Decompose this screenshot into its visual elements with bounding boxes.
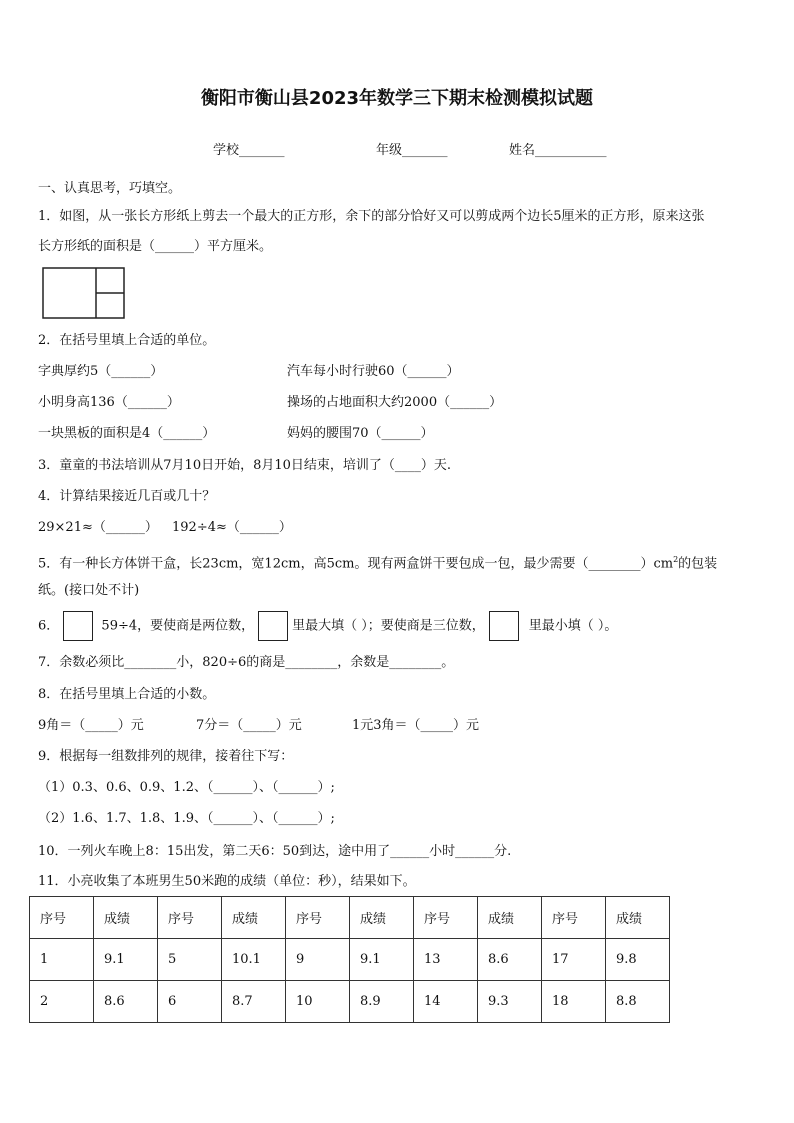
table-cell: 8.9	[350, 981, 414, 1023]
q5-line1	[38, 551, 717, 573]
table-header-cell: 序号	[542, 897, 606, 939]
q2-stem: 2．在括号里填上合适的单位。	[38, 333, 216, 348]
school-field: 学校_______	[213, 143, 285, 158]
table-cell: 8.6	[94, 981, 158, 1023]
q4-stem: 4．计算结果接近几百或几十？	[38, 489, 216, 504]
section-heading: 一、认真思考，巧填空。	[38, 181, 182, 196]
q8-a: 9角＝（_____）元	[38, 718, 144, 733]
table-header-cell: 成绩	[350, 897, 414, 939]
table-header-cell: 成绩	[606, 897, 670, 939]
table-header-cell: 序号	[30, 897, 94, 939]
q6-part2: 里最大填（ ）；要使商是三位数，	[292, 618, 485, 634]
q6	[38, 611, 617, 642]
table-cell: 6	[158, 981, 222, 1023]
q1-line1: 1．如图，从一张长方形纸上剪去一个最大的正方形，余下的部分恰好又可以剪成两个边长5厘米的正方形，原来这张	[38, 209, 705, 224]
q6-number: 6．	[38, 618, 60, 634]
table-cell: 8.8	[606, 981, 670, 1023]
q6-part1: 59÷4，要使商是两位数，	[101, 618, 255, 634]
q3: 3．童童的书法培训从7月10日开始，8月10日结束，培训了（____）天.	[38, 458, 452, 473]
table-header-row	[30, 897, 670, 939]
q2-b: 汽车每小时行驶60（______）	[287, 364, 460, 379]
q2-d: 操场的占地面积大约2000（______）	[287, 395, 503, 410]
q6-part3: 里最小填（ ）。	[528, 618, 618, 634]
table-cell: 9.8	[606, 939, 670, 981]
q5-text-a: 5．有一种长方体饼干盒，长23cm，宽12cm，高5cm。现有两盒饼干要包成一包，最少需要（________）cm	[38, 556, 674, 572]
table-row	[30, 939, 670, 981]
table-cell: 5	[158, 939, 222, 981]
q8-c: 1元3角＝（_____）元	[352, 718, 480, 733]
table-header-cell: 成绩	[478, 897, 542, 939]
table-row	[30, 981, 670, 1023]
q8-b: 7分＝（_____）元	[196, 718, 302, 733]
q1-line2: 长方形纸的面积是（______）平方厘米。	[38, 239, 273, 254]
q6-blank-box-3[interactable]	[489, 611, 519, 641]
q2-e: 一块黑板的面积是4（______）	[38, 426, 216, 441]
q4-a: 29×21≈（______）	[38, 520, 158, 535]
scores-table	[29, 896, 670, 1023]
table-header-cell: 成绩	[94, 897, 158, 939]
table-cell: 8.6	[478, 939, 542, 981]
table-header-cell: 序号	[414, 897, 478, 939]
table-cell: 9.1	[94, 939, 158, 981]
q2-a: 字典厚约5（______）	[38, 364, 164, 379]
q4-b: 192÷4≈（______）	[172, 520, 292, 535]
table-cell: 2	[30, 981, 94, 1023]
name-field: 姓名___________	[509, 143, 607, 158]
table-cell: 10.1	[222, 939, 286, 981]
table-cell: 18	[542, 981, 606, 1023]
q5-text-b: 的包装	[678, 556, 718, 572]
q9-stem: 9．根据每一组数排列的规律，接着往下写：	[38, 749, 294, 764]
table-cell: 9.3	[478, 981, 542, 1023]
table-cell: 9.1	[350, 939, 414, 981]
table-cell: 8.7	[222, 981, 286, 1023]
q7: 7．余数必须比________小，820÷6的商是________，余数是________。	[38, 655, 455, 670]
q9-b: （2）1.6、1.7、1.8、1.9、（______）、（______）;	[38, 811, 335, 826]
q10: 10．一列火车晚上8：15出发，第二天6：50到达，途中用了______小时______分.	[38, 844, 512, 859]
table-cell: 17	[542, 939, 606, 981]
page-title: 衡阳市衡山县2023年数学三下期末检测模拟试题	[200, 88, 594, 109]
table-header-cell: 成绩	[222, 897, 286, 939]
q6-blank-box-2[interactable]	[258, 611, 288, 641]
table-cell: 1	[30, 939, 94, 981]
q9-a: （1）0.3、0.6、0.9、1.2、（______）、（______）;	[38, 780, 335, 795]
table-header-cell: 序号	[286, 897, 350, 939]
q5-superscript: 2	[673, 555, 679, 564]
rectangle-diagram	[42, 267, 126, 319]
grade-field: 年级_______	[376, 143, 448, 158]
q8-stem: 8．在括号里填上合适的小数。	[38, 687, 216, 702]
q2-c: 小明身高136（______）	[38, 395, 180, 410]
q2-f: 妈妈的腰围70（______）	[287, 426, 434, 441]
q11: 11．小亮收集了本班男生50米跑的成绩（单位：秒），结果如下。	[38, 874, 416, 889]
table-cell: 14	[414, 981, 478, 1023]
table-cell: 9	[286, 939, 350, 981]
q6-blank-box-1[interactable]	[63, 611, 93, 641]
table-cell: 13	[414, 939, 478, 981]
q5-line2: 纸。(接口处不计)	[38, 583, 140, 598]
table-header-cell: 序号	[158, 897, 222, 939]
table-cell: 10	[286, 981, 350, 1023]
